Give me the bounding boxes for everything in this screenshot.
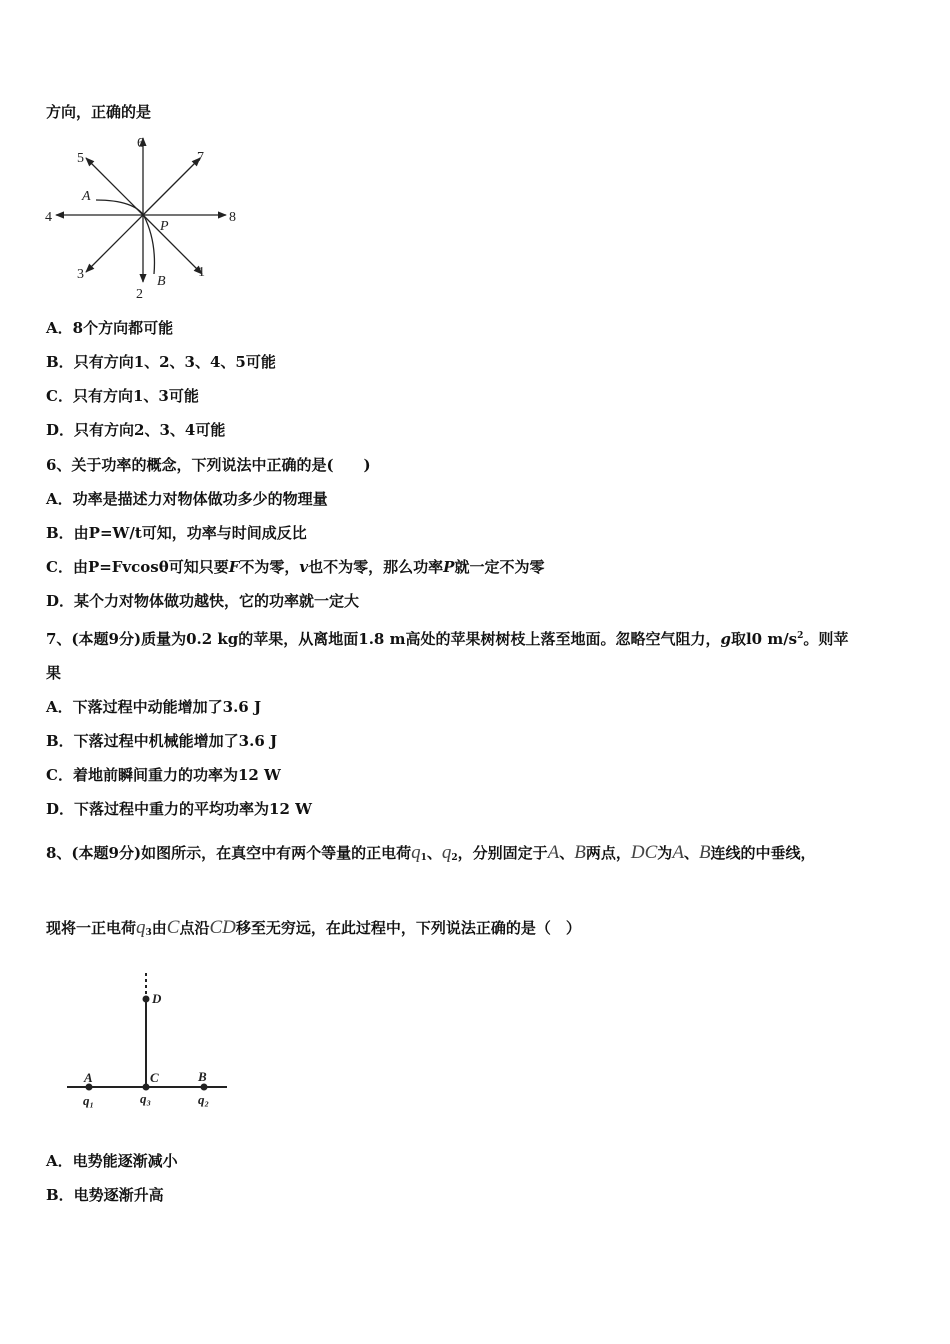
label-3: 3 — [77, 267, 84, 282]
q8-option-b: B．电势逐渐升高 — [46, 1186, 164, 1204]
q7-stem-cont: 果 — [46, 664, 62, 682]
q5-option-d: D．只有方向2、3、4可能 — [46, 421, 226, 439]
label-b: B — [198, 1069, 207, 1084]
label-4: 4 — [45, 210, 52, 225]
q5-option-a: A．8个方向都可能 — [46, 319, 174, 337]
q6-option-a: A．功率是描述力对物体做功多少的物理量 — [46, 490, 328, 508]
q6-option-b: B．由P=W/t可知，功率与时间成反比 — [46, 524, 307, 542]
label-q3: q₃ — [140, 1091, 152, 1106]
trajectory-curve — [96, 200, 155, 274]
label-5: 5 — [77, 151, 84, 166]
q7-stem: 7、(本题9分)质量为0.2 kg的苹果，从离地面1.8 m高处的苹果树树枝上落至地面。忽略空气阻力，g取l0 $m/s^2$。则苹 — [46, 630, 849, 648]
label-6: 6 — [137, 136, 144, 151]
q6-stem: 6、关于功率的概念，下列说法中正确的是( ) — [46, 456, 371, 474]
point-d — [143, 996, 150, 1003]
label-q2: q₂ — [198, 1092, 210, 1107]
label-8: 8 — [229, 210, 236, 225]
label-2: 2 — [136, 287, 143, 300]
label-1: 1 — [198, 265, 205, 280]
q5-option-c: C．只有方向1、3可能 — [46, 387, 199, 405]
label-d: D — [152, 991, 162, 1006]
q7-option-d: D．下落过程中重力的平均功率为12 W — [46, 800, 312, 818]
q6-option-d: D．某个力对物体做功越快，它的功率就一定大 — [46, 592, 360, 610]
q7-option-c: C．着地前瞬间重力的功率为12 W — [46, 766, 281, 784]
arrow-7 — [143, 158, 200, 215]
label-7: 7 — [197, 150, 204, 165]
label-q1: q₁ — [83, 1093, 95, 1108]
charge-q2 — [201, 1084, 208, 1091]
arrow-1 — [143, 215, 202, 274]
q8-stem-line1: 8、(本题9分)如图所示，在真空中有两个等量的正电荷$q_1$、$q_2$，分别固定于A、B两点，DC为A、B连线的中垂线， — [46, 842, 816, 863]
q5-stem-tail: 方向，正确的是 — [46, 103, 152, 121]
label-a: A — [84, 1070, 93, 1085]
label-P: P — [160, 219, 169, 234]
q7-option-a: A．下落过程中动能增加了3.6 J — [46, 698, 262, 716]
direction-diagram — [40, 128, 250, 300]
q6-option-c: C．由P=Fvcosθ可知只要F不为零，v也不为零，那么功率P就一定不为零 — [46, 558, 545, 576]
charges-diagram — [62, 965, 237, 1110]
q7-option-b: B．下落过程中机械能增加了3.6 J — [46, 732, 278, 750]
arrow-3 — [86, 215, 143, 272]
q5-option-b: B．只有方向1、2、3、4、5可能 — [46, 353, 276, 371]
label-c: C — [150, 1070, 159, 1085]
charge-q3 — [143, 1084, 150, 1091]
label-B: B — [157, 274, 166, 289]
q8-option-a: A．电势能逐渐减小 — [46, 1152, 178, 1170]
q8-stem-line2: 现将一正电荷$q_3$由C点沿CD移至无穷远，在此过程中，下列说法正确的是（ ） — [46, 917, 581, 938]
label-A: A — [82, 189, 91, 204]
